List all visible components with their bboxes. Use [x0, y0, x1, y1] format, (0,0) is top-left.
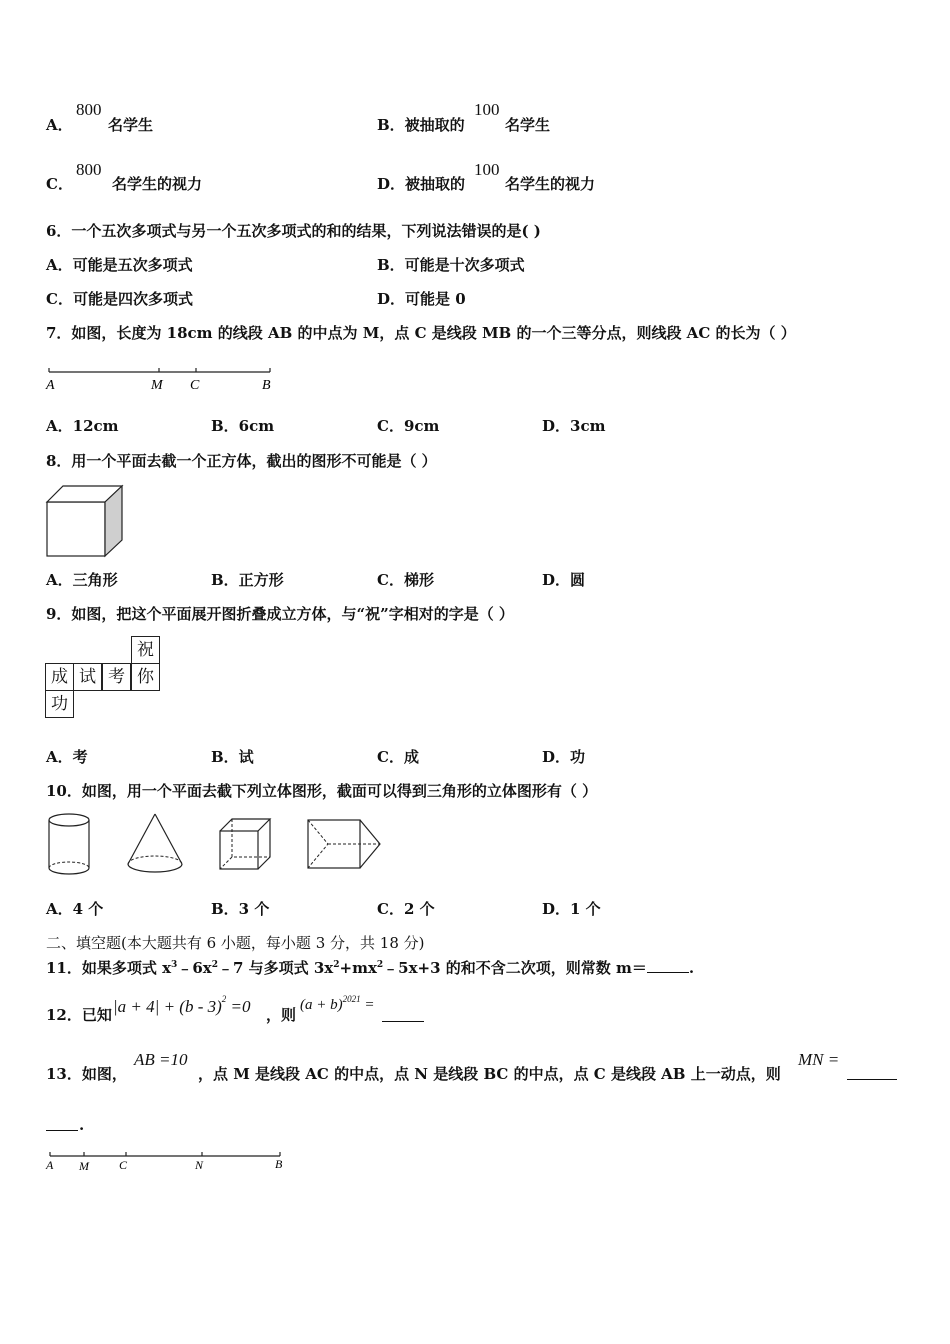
- q9-option-d: D．功: [542, 748, 586, 766]
- q10-option-c: C．2 个: [377, 900, 435, 918]
- q9-option-a: A．考: [46, 748, 88, 766]
- q7-option-d: D．3cm: [542, 417, 606, 435]
- q12-expression-1: |a + 4| + (b - 3)$^2$ =0: [113, 994, 251, 1016]
- q8-cube-figure: [46, 485, 126, 559]
- q7-option-c: C．9cm: [377, 417, 440, 435]
- q10-option-d: D．1 个: [542, 900, 601, 918]
- q5-option-c-text: 名学生的视力: [112, 175, 203, 193]
- q9-option-c: C．成: [377, 748, 419, 766]
- q9-option-b: B．试: [211, 748, 254, 766]
- q5-option-d: D．被抽取的: [377, 175, 466, 193]
- q7-point-a: A: [46, 378, 55, 393]
- q7-point-m: M: [151, 378, 163, 393]
- q6-stem: 6．一个五次多项式与另一个五次多项式的和的结果，下列说法错误的是( ): [46, 222, 541, 240]
- q13-answer-blank-2[interactable]: [46, 1116, 78, 1131]
- q12-then: ，则: [266, 1006, 297, 1024]
- q13-point-b: B: [275, 1157, 283, 1171]
- q8-option-b: B．正方形: [211, 571, 284, 589]
- section-2-heading: 二、填空题(本大题共有 6 小题，每小题 3 分，共 18 分): [46, 934, 425, 952]
- q6-option-c: C．可能是四次多项式: [46, 290, 193, 308]
- q13-number: 13．如图，: [46, 1065, 127, 1083]
- q10-cylinder-figure: [46, 812, 96, 878]
- q9-net-cell-1: 成: [45, 663, 74, 691]
- q5-option-b-number: 100: [474, 100, 500, 119]
- q13-point-m: M: [79, 1159, 89, 1173]
- q5-option-d-text: 名学生的视力: [505, 175, 596, 193]
- q5-option-a-text: 名学生: [108, 116, 154, 134]
- q5-option-a-number: 800: [76, 100, 102, 119]
- q10-cone-figure: [126, 812, 186, 878]
- q9-net-cell-4: 你: [131, 663, 160, 691]
- q13-point-n: N: [195, 1158, 204, 1172]
- q10-option-b: B．3 个: [211, 900, 270, 918]
- q8-option-d: D．圆: [542, 571, 586, 589]
- q7-option-a: A．12cm: [46, 417, 119, 435]
- q12-answer-blank[interactable]: [382, 1007, 424, 1022]
- q13-given: AB =10: [134, 1050, 188, 1069]
- q8-option-c: C．梯形: [377, 571, 434, 589]
- q13-segment-diagram: [46, 1150, 291, 1176]
- q7-point-c: C: [190, 378, 200, 393]
- q5-option-c: C．: [46, 175, 73, 193]
- q13-point-c: C: [119, 1158, 128, 1172]
- q7-option-b: B．6cm: [211, 417, 275, 435]
- q11-stem: 11．如果多项式 $x^3﹣6x^2﹣7$ 与多项式 $3x^2+mx^2﹣5x+3$ 的和不含二次项，则常数 m＝ .: [46, 959, 695, 977]
- q10-cube-figure: [219, 818, 275, 874]
- q7-segment-diagram: [46, 364, 286, 396]
- q13-text: ，点 M 是线段 AC 的中点，点 N 是线段 BC 的中点，点 C 是线段 AB 上一动点，则: [198, 1065, 781, 1083]
- q6-option-d: D．可能是 0: [377, 290, 466, 308]
- q8-option-a: A．三角形: [46, 571, 118, 589]
- q13-answer-blank-1[interactable]: [847, 1065, 897, 1080]
- q7-point-b: B: [262, 378, 271, 393]
- q5-option-a: A．: [46, 116, 73, 134]
- q10-prism-figure: [306, 818, 384, 874]
- q5-option-b: B．被抽取的: [377, 116, 465, 134]
- q7-stem: 7．如图，长度为 18cm 的线段 AB 的中点为 M，点 C 是线段 MB 的一个三等分点，则线段 AC 的长为（ ）: [46, 324, 796, 342]
- q5-option-d-number: 100: [474, 160, 500, 179]
- q9-net-cell-top: 祝: [131, 636, 160, 664]
- q5-option-b-text: 名学生: [505, 116, 551, 134]
- q9-net-cell-2: 试: [73, 663, 102, 691]
- q12-number: 12．已知: [46, 1006, 112, 1024]
- q9-stem: 9．如图，把这个平面展开图折叠成立方体，与“祝”字相对的字是（ ）: [46, 605, 514, 623]
- q6-option-b: B．可能是十次多项式: [377, 256, 525, 274]
- q13-end: .: [79, 1116, 85, 1134]
- q5-option-c-number: 800: [76, 160, 102, 179]
- q12-expression-2: $(a + b)^{2021}$ =: [300, 994, 375, 1013]
- q13-point-a: A: [46, 1158, 54, 1172]
- q10-stem: 10．如图，用一个平面去截下列立体图形，截面可以得到三角形的立体图形有（ ）: [46, 782, 598, 800]
- q11-answer-blank[interactable]: [647, 972, 689, 973]
- q9-net-cell-bottom: 功: [45, 690, 74, 718]
- q6-option-a: A．可能是五次多项式: [46, 256, 193, 274]
- q9-net-cell-3: 考: [102, 663, 131, 691]
- q10-option-a: A．4 个: [46, 900, 104, 918]
- q13-ask: MN =: [798, 1050, 840, 1069]
- q8-stem: 8．用一个平面去截一个正方体，截出的图形不可能是（ ）: [46, 452, 437, 470]
